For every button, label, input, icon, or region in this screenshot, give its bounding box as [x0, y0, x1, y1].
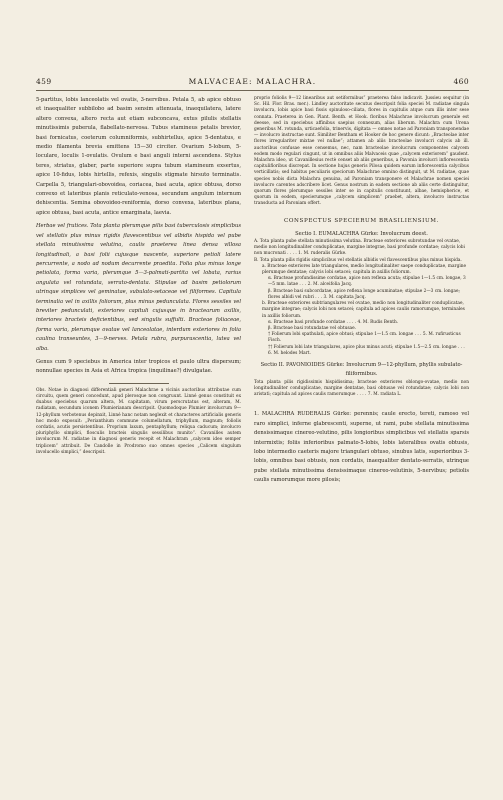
habit-paragraph: Herbae vel frutices. Tota planta plerumque pilis basi tuberculosis simplicibus vel stellatis plus minus rigidis flavescentibus vel albidis hispida vel pube stellata minutissima velutina, caulis praeterea linea densa villosa longitudinali, a basi folii cujusque nascente, superiore petioli latere percurrente, a nodo ad nodum decurrente praedita. Folia plus minus longe petiolata, forma varia, plerumque 5—3-palmati-partita vel lobata, rarius angulata vel rotundata, serrato-dentata. Stipulae ad basim petiolorum utrinque simplices vel geminatae, subulato-setaceae vel filiformes. Capitula terminalia vel in axillis foliorum, plus minus pedunculata. Flores sessiles vel breviter pedunculati, exteriores capituli cujusque in bractearum axillis, interiores bracteis deficientibus, sed singulis suffulti. Bracteae foliaceae, forma varia, plerumque ovatae vel lanceolatae, interdum exteriores in folia caulina transeuntes, 3—9-nerves. Petala rubra, purpurascentia, lutea vel alba.: [36, 223, 241, 352]
key-line: a. Bracteae exteriores late triangulares, medio longitudinaliter saepe conduplicatae, margine plerumque dentatae; calycis lobi setacei; capitula in axillis foliorum.: [262, 263, 467, 276]
section-1-heading: Sectio I. EUMALACHRA Gürke: Involucrum deest.: [295, 230, 428, 237]
page-number-right: 460: [453, 77, 469, 86]
key-line: α. Bracteae profundissime cordatae, apice non reflexa acuta; stipulae 1—1.5 cm. longae, 3—5 mm. latae . . . 2. M. alceifolia Jacq.: [268, 276, 466, 288]
key-line: β. Bracteae basi rotundatae vel obtusae.: [268, 325, 357, 331]
species-description: 1. MALACHRA RUDERALIS Gürke: perennis; caule erecto, tereti, ramoso vel raro simplici, inferne glabrescenti, superne, ut rami, pube stellata minutissima densissimaque cinereo-velutino, pilis longioribus simplicibus vel stellatis sparsis intermixtis; foliis inferioribus palmato-5-lobis, lobis lateralibus ovatis obtusis, lobo intermedio caeteris majore triangulari obtuso, sinubus latis, superioribus 3-lobis, omnibus basi obtusis, non cordatis, inaequaliter dentato-serratis, utrinque pube stellata minutissima densissimaque cinereo-velutinis, 5-nervibus; petiolis caulis ramorumque more pilosis;: [254, 411, 469, 484]
page-number-left: 459: [36, 77, 52, 86]
conspectus-heading: CONSPECTUS SPECIERUM BRASILIENSIUM.: [283, 217, 440, 224]
key-line: †† Folierum lobi late triangulares, apice plus minus acuti; stipulae 1.5—2.5 cm. longae . . . 6. M. helodes Mart.: [268, 344, 465, 356]
key-line: β. Bracteae basi subcordatae, apice reflexa longe acuminatae; stipulae 2—3 cm. longae; flores albidi vel rubri . . . 3. M. capitata Jacq.: [268, 288, 460, 300]
left-column: [36, 96, 241, 456]
continued-observation: proprio foliolis 9—12 linearibus aut setiformibus“ praeterea falso indicavit. Jussieu sequitur (in Sc. Hil. Flor. Bras. mer.). Lindley auctoritate secutus descripsit folia speciei M. radiatae singula involucra, lobis apice basi fissis spinuloso-ciliata, flores in capitulis atque cum illis inter sese connata. Praeterea in Gen. Plant. Benth. et Hook. floribus Malachrae involucrum generale est deesse, sed in speciebus affinibus saepius connexum, alias liberum. Malachra cum Urena generibus M. rotunda, urticaefolia, trinervis, digitata — omnes notae ad Paroniam transponendae — involucro instructae sunt. Similiter Bentham et Hooker de hoc genere dicunt: „Bracteolae inter flores irregulariter mixtae vel nullae“; attamen ab aliis bracteolae involucri calycis ab ill. auctoribus confusae esse censemus, nec, nam bracteolae involucrum componentes calycem eodem modo regulari cingunt, ut in omnibus aliis Malvaceis quae „calycem exteriorem“ gaudent. Malachra ideo, ut Cavanillesius rectè censet ab aliis generibus, a Pavonia involucri inflorescentia capitulifloribus discrepat. In sectione hujus generis Pilosa quidem earum inflorescentia calycibus verticillatis; sed habitus peculiaris speciorum Malachrae omnino distinguit, ut M. radiatae, quae species nobis dicta Malachra genuina, ad Paroniam transponere et Malachrae nomen speciei involucro carentes adscribere licet. Genus nostrum in eadem sectione ab aliis certe distinguitur, quorum flores plerumque sessiles inter se in capitulis constituunt, albae, hemispherice, et quorum in eodem, specierumque „calycem simplicem“ praebet, altera, involucro instructas transducta ad Paroniam offert.: [254, 96, 469, 207]
section-2-heading: Sectio II. PAVONIOIDES Gürke: Involucrum 9—12-phyllum, phyllis subulato-filiformibus.: [260, 361, 463, 378]
key-line: B. Tota planta pilis rigidis simplicibus vel stellatis albidis vel flavescentibus plus minus hispida.: [254, 257, 462, 263]
section-divider: [109, 383, 169, 384]
section-1-key: [254, 239, 469, 357]
section-2-text: Tota planta pilis rigidissimis hispidissima; bracteae exteriores oblongo-ovatae, medio non longitudinaliter conduplicatae, margine dentatae, basi obtusae vel rotundatae; calycis lobi non aristati; capitula ad apices caulis ramorumque . . . . 7. M. radiata L.: [254, 379, 469, 398]
key-line: α. Bracteae basi profunde cordatae . . . . 4. M. Rudis Benth.: [268, 319, 399, 325]
header-rule: [36, 90, 469, 91]
key-line: † Folierum lobi spathulati, apice obtusi; stipulae 1—1.5 cm. longae . . . 5. M. rufirusticus Fisch.: [268, 332, 461, 344]
distribution-paragraph: Genus cum 9 speciebus in America inter tropicos et paulo ultra dispersum; nonnullae species in Asia et Africa tropica (inquilinae?) divulgatae.: [36, 358, 241, 375]
running-header: [36, 77, 469, 86]
genus-description-paragraph: 5-partitus, lobis lanceolatis vel ovatis, 3-nervibus. Petala 5, ab apice obtuso et inaequaliter subbilobo ad basim sensim attenuata, inaequilatera, latere altero convexa, altero recta aut etiam subconcava, extus pilulis stellatis minutissimis puberula, flabellato-nervosa. Tubus stamineus petalis brevior, basi fornicatus, coeterum columniformis, subhirtellus, apice 5-dentatus, e medio filamenta brevia emittens 15—30 circiter. Ovarium 5-lobum, 5-loculare, loculis 1-ovulatis. Ovulum e basi anguli interni ascendens. Stylus teres, striatus, glaber, parte superiore supra tubum stamineum exsertus, apice 10-fidus, lobis hirtellis, refexis, singulis stigmate hirsuto terminatis. Carpella 5, triangulari-obovoidea, coriacea, basi acuta, apice obtusa, dorso convexo et lateribus planis reticulato-venosa, secundum angulum internum dehiscentia. Semina obovoideo-reniformia, dorso convexa, lateribus plana, apice obtusa, basi acuta, antice emarginata, laevia.: [36, 97, 241, 216]
right-column: [254, 96, 469, 486]
key-line: b. Bracteae exteriores subtriangulares vel ovatae, medio non longitudinaliter conduplicatae, margine integrae; calycis lobi non setacei; capitula ad apices caulis ramorumque, terminales in axillis foliorum.: [262, 301, 465, 319]
running-title: MALVACEAE: MALACHRA.: [188, 77, 317, 86]
key-line: A. Tota planta pube stellata minutissima velutina. Bracteae exteriores subrotundae vel ovatae, medio non longitudinaliter conduplicatae, margine integrae, basi profunde cordatae; calycis lobi non mucronati . . . . 1. M. ruderalis Gürke.: [254, 239, 465, 257]
observation-note: Obs. Notae in diagnosi differentiali generi Malachrae a vicinis auctoribus attributae cum circuitu, quem generi concedunt, apud plerosque non congruunt. Linné genus constituit ex duabus speciebus quarum altera, M. capitatam, virum perscrutatus est, alteram, M. radiatam, secundum iconem Plumierianam descripsit. Quomodoque Plumier involucrum 9—12-phyllum verbotenus depinxit, Linné hanc notam neglexit et characteres artificialis generis hoc modo exposuit: „Perianthium commune columellatum, triphyllum, magnum; foliolis cordatis, acutis persistentibus. Proprium laxum, pentaphyllum; reliqua caducum; involucro pluriphyllo simplici, flosculis bracteis singulis sessilibus munito“. Cavanilles autem involucrum M. radiatae in diagnosi generis recepit et Malachram „calycem ideo semper triplicem“ attribuit. De Candolle in Prodromo suo omnes species „Calicem singulum involucello simplici,“ descripsit.: [36, 387, 241, 455]
